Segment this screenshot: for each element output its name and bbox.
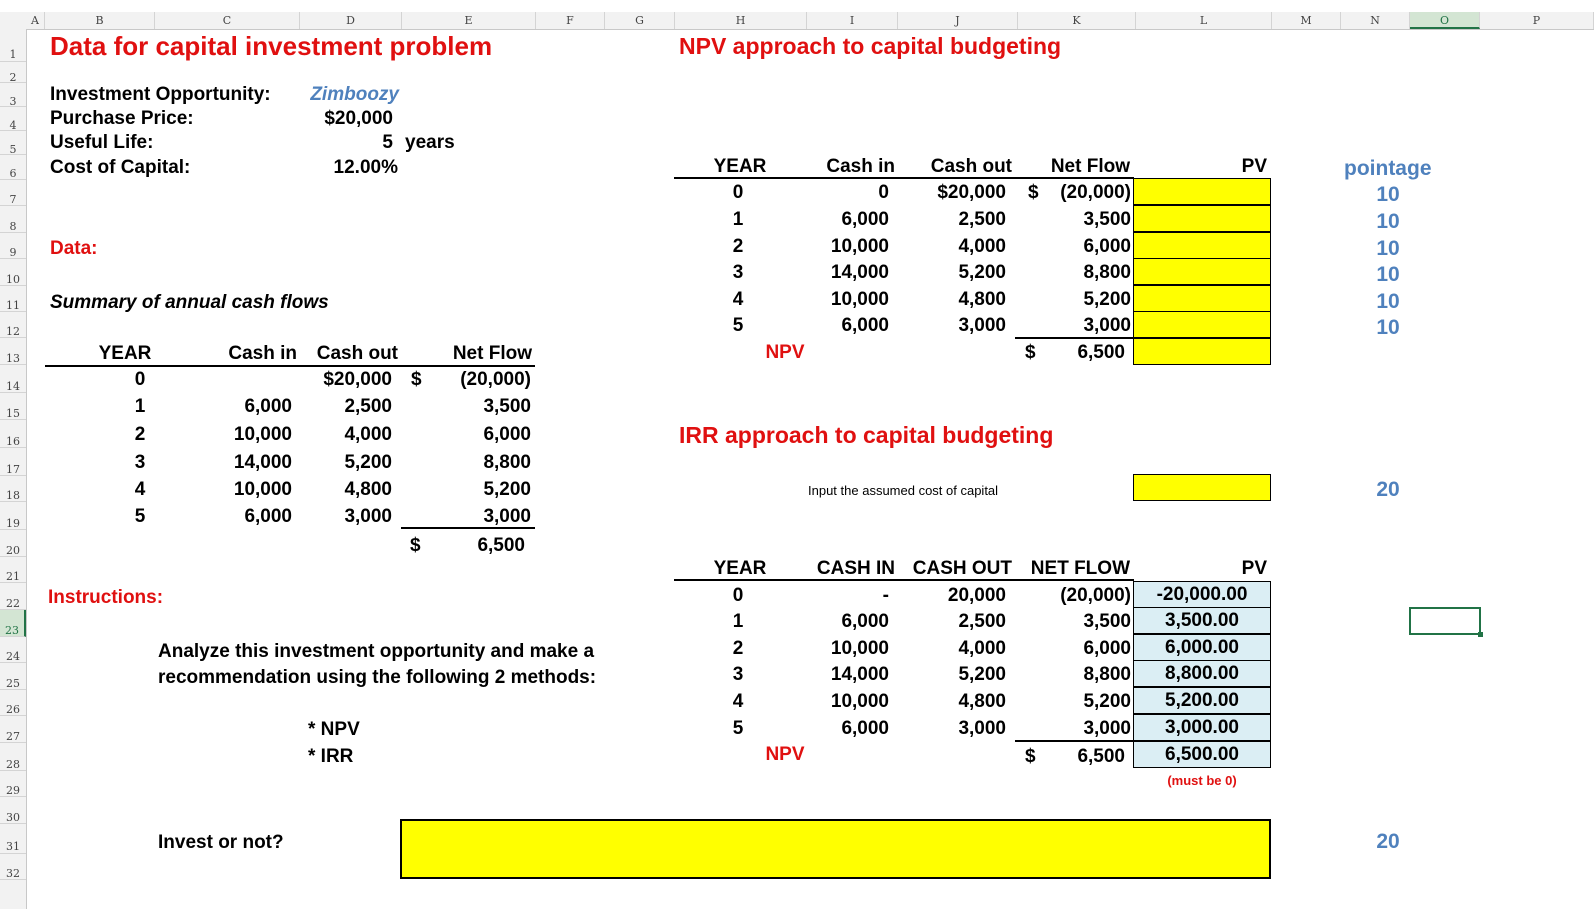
- row-header-28[interactable]: 28: [0, 743, 26, 771]
- npv-label: NPV: [765, 342, 805, 363]
- irr-row-4-pv-cell[interactable]: [1133, 687, 1271, 714]
- method-npv: * NPV: [308, 719, 360, 740]
- npv-row-4-pv-input[interactable]: [1133, 285, 1271, 312]
- row-header-8[interactable]: 8: [0, 206, 26, 233]
- column-header-g[interactable]: G: [605, 12, 675, 29]
- npv-row-5-cash-out[interactable]: 3,000: [958, 315, 1006, 336]
- label-useful-life: Useful Life:: [50, 132, 154, 153]
- irr-row-0-year: 0: [732, 585, 744, 606]
- row-header-4[interactable]: 4: [0, 107, 26, 131]
- irr-row-4-year: 4: [732, 691, 744, 712]
- left-row-5-net-flow[interactable]: 3,000: [483, 506, 531, 527]
- row-header-19[interactable]: 19: [0, 502, 26, 530]
- row-header-9[interactable]: 9: [0, 233, 26, 259]
- left-table-header-rule: [45, 365, 535, 367]
- column-header-a[interactable]: A: [26, 12, 45, 29]
- column-header-bar: [0, 12, 1594, 30]
- instruction-line-1: Analyze this investment opportunity and make a: [158, 641, 595, 662]
- irr-row-1-pv-value: 3,500.00: [1165, 610, 1239, 631]
- irr-row-1-cash-out[interactable]: 2,500: [958, 611, 1006, 632]
- irr-header-net-flow: NET FLOW: [1030, 558, 1130, 579]
- method-irr: * IRR: [308, 746, 354, 767]
- row-header-14[interactable]: 14: [0, 365, 26, 393]
- npv-total-rule: [1015, 337, 1133, 339]
- column-header-o[interactable]: O: [1410, 12, 1480, 29]
- npv-row-2-net-flow[interactable]: 6,000: [1083, 236, 1131, 257]
- row-header-2[interactable]: 2: [0, 62, 26, 83]
- data-heading: Data:: [50, 238, 98, 259]
- irr-row-5-cash-in[interactable]: 6,000: [841, 718, 889, 739]
- npv-row-5-pv-input[interactable]: [1133, 311, 1271, 338]
- left-table-total-rule: [401, 527, 535, 529]
- npv-row-3-pv-input[interactable]: [1133, 258, 1271, 285]
- irr-row-2-pv-value: 6,000.00: [1165, 637, 1239, 658]
- npv-row-5-cash-in[interactable]: 6,000: [841, 315, 889, 336]
- irr-npv-pv-cell[interactable]: [1133, 741, 1271, 768]
- irr-header-rule: [674, 579, 1134, 581]
- npv-total-currency: $: [1025, 342, 1036, 363]
- cost-of-capital-value[interactable]: 12.00%: [333, 157, 398, 178]
- irr-row-3-year: 3: [732, 664, 744, 685]
- irr-npv-value[interactable]: 6,500: [1077, 746, 1125, 767]
- irr-total-rule: [1015, 740, 1133, 742]
- column-header-n[interactable]: N: [1341, 12, 1410, 29]
- left-row-2-net-flow[interactable]: 6,000: [483, 424, 531, 445]
- left-row-0-currency: $: [411, 369, 422, 390]
- left-row-1-cash-out[interactable]: 2,500: [344, 396, 392, 417]
- irr-header-cash-out: CASH OUT: [912, 558, 1012, 579]
- left-row-1-year: 1: [134, 396, 146, 417]
- label-investment-opportunity: Investment Opportunity:: [50, 84, 271, 105]
- npv-row-0-net-flow[interactable]: (20,000): [1060, 182, 1131, 203]
- npv-row-1-cash-in[interactable]: 6,000: [841, 209, 889, 230]
- summary-heading: Summary of annual cash flows: [50, 292, 329, 313]
- npv-row-5-year: 5: [732, 315, 744, 336]
- npv-point-0: 10: [1376, 183, 1400, 206]
- row-header-7[interactable]: 7: [0, 180, 26, 206]
- npv-row-0-year: 0: [732, 182, 744, 203]
- column-header-m[interactable]: M: [1272, 12, 1341, 29]
- npv-point-3: 10: [1376, 263, 1400, 286]
- npv-row-0-pv-input[interactable]: [1133, 178, 1271, 205]
- irr-cost-of-capital-input[interactable]: [1133, 474, 1271, 501]
- npv-point-2: 10: [1376, 237, 1400, 260]
- npv-row-4-cash-out[interactable]: 4,800: [958, 289, 1006, 310]
- column-header-d[interactable]: D: [300, 12, 402, 29]
- irr-row-1-net-flow[interactable]: 3,500: [1083, 611, 1131, 632]
- row-header-21[interactable]: 21: [0, 557, 26, 583]
- irr-row-4-cash-out[interactable]: 4,800: [958, 691, 1006, 712]
- npv-row-3-cash-out[interactable]: 5,200: [958, 262, 1006, 283]
- irr-input-label: Input the assumed cost of capital: [808, 483, 999, 498]
- row-header-10[interactable]: 10: [0, 259, 26, 286]
- life-unit: years: [405, 132, 455, 153]
- irr-row-2-year: 2: [732, 638, 744, 659]
- npv-row-0-cash-out[interactable]: $20,000: [937, 182, 1006, 203]
- npv-row-4-cash-in[interactable]: 10,000: [830, 289, 889, 310]
- column-header-p[interactable]: P: [1480, 12, 1594, 29]
- label-purchase-price: Purchase Price:: [50, 108, 194, 129]
- column-header-k[interactable]: K: [1018, 12, 1136, 29]
- row-header-24[interactable]: 24: [0, 637, 26, 663]
- row-header-22[interactable]: 22: [0, 583, 26, 610]
- npv-header-cash-in: Cash in: [826, 156, 895, 177]
- left-row-4-cash-out[interactable]: 4,800: [344, 479, 392, 500]
- left-row-5-cash-in[interactable]: 6,000: [244, 506, 292, 527]
- row-header-30[interactable]: 30: [0, 797, 26, 824]
- npv-header-net-flow: Net Flow: [1050, 156, 1130, 177]
- npv-row-3-cash-in[interactable]: 14,000: [830, 262, 889, 283]
- npv-row-2-year: 2: [732, 236, 744, 257]
- column-header-f[interactable]: F: [536, 12, 605, 29]
- invest-label: Invest or not?: [158, 832, 284, 853]
- left-row-3-cash-in[interactable]: 14,000: [233, 452, 292, 473]
- irr-points: 20: [1376, 478, 1400, 501]
- left-header-cash-out: Cash out: [316, 343, 398, 364]
- left-total-currency: $: [410, 535, 421, 556]
- irr-row-0-net-flow[interactable]: (20,000): [1060, 585, 1131, 606]
- left-row-3-net-flow[interactable]: 8,800: [483, 452, 531, 473]
- row-header-29[interactable]: 29: [0, 771, 26, 797]
- row-header-12[interactable]: 12: [0, 312, 26, 338]
- irr-row-3-net-flow[interactable]: 8,800: [1083, 664, 1131, 685]
- irr-row-4-net-flow[interactable]: 5,200: [1083, 691, 1131, 712]
- active-cell-cursor[interactable]: [1409, 607, 1481, 635]
- left-row-2-cash-out[interactable]: 4,000: [344, 424, 392, 445]
- row-header-20[interactable]: 20: [0, 530, 26, 557]
- npv-point-4: 10: [1376, 290, 1400, 313]
- left-row-1-net-flow[interactable]: 3,500: [483, 396, 531, 417]
- irr-npv-label: NPV: [765, 744, 805, 765]
- row-header-6[interactable]: 6: [0, 155, 26, 180]
- row-header-17[interactable]: 17: [0, 448, 26, 476]
- price-value[interactable]: $20,000: [324, 108, 393, 129]
- left-header-net-flow: Net Flow: [452, 343, 532, 364]
- left-row-0-net-flow[interactable]: (20,000): [460, 369, 531, 390]
- row-header-bar: [0, 29, 27, 909]
- left-row-4-net-flow[interactable]: 5,200: [483, 479, 531, 500]
- row-header-23[interactable]: 23: [0, 610, 26, 637]
- irr-row-2-net-flow[interactable]: 6,000: [1083, 638, 1131, 659]
- row-header-31[interactable]: 31: [0, 824, 26, 854]
- row-header-27[interactable]: 27: [0, 716, 26, 743]
- npv-header-pv: PV: [1241, 156, 1267, 177]
- column-header-i[interactable]: I: [807, 12, 898, 29]
- npv-row-1-cash-out[interactable]: 2,500: [958, 209, 1006, 230]
- left-row-1-cash-in[interactable]: 6,000: [244, 396, 292, 417]
- irr-row-5-pv-value: 3,000.00: [1165, 717, 1239, 738]
- left-header-year: YEAR: [98, 343, 152, 364]
- left-row-4-year: 4: [134, 479, 146, 500]
- npv-row-2-cash-out[interactable]: 4,000: [958, 236, 1006, 257]
- irr-row-5-pv-cell[interactable]: [1133, 714, 1271, 741]
- row-header-11[interactable]: 11: [0, 286, 26, 312]
- npv-point-1: 10: [1376, 210, 1400, 233]
- irr-row-3-pv-value: 8,800.00: [1165, 663, 1239, 684]
- row-header-25[interactable]: 25: [0, 663, 26, 690]
- column-header-h[interactable]: H: [675, 12, 807, 29]
- row-header-32[interactable]: 32: [0, 854, 26, 880]
- column-header-j[interactable]: J: [898, 12, 1018, 29]
- left-row-5-year: 5: [134, 506, 146, 527]
- life-value[interactable]: 5: [382, 132, 393, 153]
- row-header-13[interactable]: 13: [0, 338, 26, 365]
- left-row-2-year: 2: [134, 424, 146, 445]
- npv-row-1-year: 1: [732, 209, 744, 230]
- left-row-4-cash-in[interactable]: 10,000: [233, 479, 292, 500]
- invest-answer-input[interactable]: [400, 819, 1271, 879]
- npv-total-value[interactable]: 6,500: [1077, 342, 1125, 363]
- opportunity-value[interactable]: Zimboozy: [310, 84, 399, 105]
- npv-row-3-net-flow[interactable]: 8,800: [1083, 262, 1131, 283]
- npv-row-0-currency: $: [1028, 182, 1039, 203]
- irr-row-3-cash-in[interactable]: 14,000: [830, 664, 889, 685]
- npv-row-2-cash-in[interactable]: 10,000: [830, 236, 889, 257]
- irr-row-0-pv-cell[interactable]: [1133, 581, 1271, 608]
- column-header-b[interactable]: B: [45, 12, 155, 29]
- irr-row-5-cash-out[interactable]: 3,000: [958, 718, 1006, 739]
- column-header-l[interactable]: L: [1136, 12, 1272, 29]
- npv-row-5-net-flow[interactable]: 3,000: [1083, 315, 1131, 336]
- row-header-26[interactable]: 26: [0, 690, 26, 716]
- label-cost-of-capital: Cost of Capital:: [50, 157, 191, 178]
- irr-must-be-zero-note: (must be 0): [1167, 773, 1237, 788]
- left-row-0-year: 0: [134, 369, 146, 390]
- left-row-3-year: 3: [134, 452, 146, 473]
- irr-npv-currency: $: [1025, 746, 1036, 767]
- npv-header-year: YEAR: [713, 156, 767, 177]
- irr-row-0-pv-value: -20,000.00: [1156, 584, 1248, 605]
- left-header-cash-in: Cash in: [228, 343, 297, 364]
- npv-row-0-cash-in[interactable]: 0: [878, 182, 889, 203]
- irr-row-2-pv-cell[interactable]: [1133, 634, 1271, 661]
- data-title: Data for capital investment problem: [50, 31, 493, 61]
- pointage-header: pointage: [1344, 157, 1432, 180]
- left-total-value[interactable]: 6,500: [477, 535, 525, 556]
- npv-row-1-pv-input[interactable]: [1133, 205, 1271, 232]
- irr-row-4-cash-in[interactable]: 10,000: [830, 691, 889, 712]
- row-header-15[interactable]: 15: [0, 393, 26, 420]
- npv-row-4-net-flow[interactable]: 5,200: [1083, 289, 1131, 310]
- irr-row-5-year: 5: [732, 718, 744, 739]
- left-row-3-cash-out[interactable]: 5,200: [344, 452, 392, 473]
- irr-header-cash-in: CASH IN: [816, 558, 895, 579]
- npv-row-4-year: 4: [732, 289, 744, 310]
- row-header-3[interactable]: 3: [0, 83, 26, 107]
- row-header-5[interactable]: 5: [0, 131, 26, 155]
- row-header-1[interactable]: 1: [0, 29, 26, 62]
- irr-header-year: YEAR: [713, 558, 767, 579]
- instructions-heading: Instructions:: [48, 587, 164, 608]
- npv-row-1-net-flow[interactable]: 3,500: [1083, 209, 1131, 230]
- invest-points: 20: [1376, 830, 1400, 853]
- irr-title: IRR approach to capital budgeting: [679, 422, 1054, 448]
- left-row-5-cash-out[interactable]: 3,000: [344, 506, 392, 527]
- column-header-e[interactable]: E: [402, 12, 536, 29]
- irr-header-pv: PV: [1241, 558, 1267, 579]
- npv-title: NPV approach to capital budgeting: [679, 33, 1062, 59]
- irr-row-3-pv-cell[interactable]: [1133, 660, 1271, 687]
- column-header-c[interactable]: C: [155, 12, 300, 29]
- irr-npv-pv-value: 6,500.00: [1165, 744, 1239, 765]
- left-row-0-cash-out[interactable]: $20,000: [323, 369, 392, 390]
- irr-row-5-net-flow[interactable]: 3,000: [1083, 718, 1131, 739]
- irr-row-2-cash-out[interactable]: 4,000: [958, 638, 1006, 659]
- npv-point-5: 10: [1376, 316, 1400, 339]
- irr-row-2-cash-in[interactable]: 10,000: [830, 638, 889, 659]
- npv-row-2-pv-input[interactable]: [1133, 232, 1271, 259]
- npv-header-cash-out: Cash out: [930, 156, 1012, 177]
- npv-row-3-year: 3: [732, 262, 744, 283]
- irr-row-4-pv-value: 5,200.00: [1165, 690, 1239, 711]
- irr-row-1-year: 1: [732, 611, 744, 632]
- irr-row-1-cash-in[interactable]: 6,000: [841, 611, 889, 632]
- instruction-line-2: recommendation using the following 2 methods:: [158, 667, 597, 688]
- irr-row-0-cash-out[interactable]: 20,000: [947, 585, 1006, 606]
- irr-row-0-cash-in[interactable]: -: [882, 585, 889, 606]
- row-header-18[interactable]: 18: [0, 476, 26, 502]
- npv-header-rule: [674, 177, 1134, 179]
- irr-row-3-cash-out[interactable]: 5,200: [958, 664, 1006, 685]
- left-row-2-cash-in[interactable]: 10,000: [233, 424, 292, 445]
- row-header-16[interactable]: 16: [0, 420, 26, 448]
- irr-row-1-pv-cell[interactable]: [1133, 607, 1271, 634]
- npv-total-pv-input[interactable]: [1133, 338, 1271, 365]
